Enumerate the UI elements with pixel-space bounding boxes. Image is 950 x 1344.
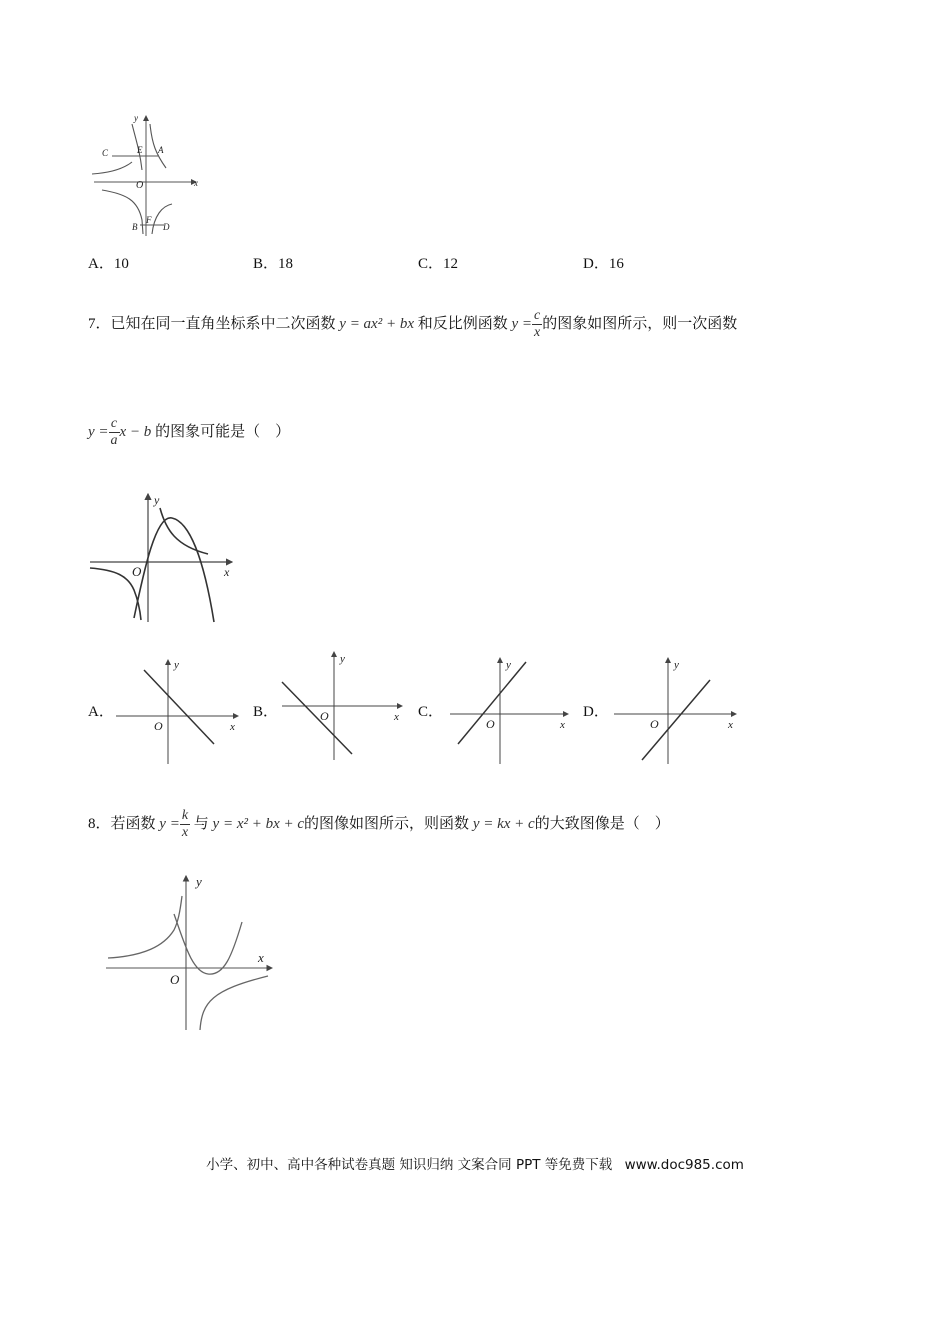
page-footer xyxy=(0,1153,950,1173)
q6-label-b: B xyxy=(132,222,138,232)
q7-text4: 的图象可能是（ ） xyxy=(155,424,291,440)
q6-label-y: y xyxy=(134,113,138,123)
q6-label-a: A xyxy=(158,145,164,155)
q7-inv-lhs: y = xyxy=(511,316,533,332)
q7-option-a-label-y: y xyxy=(174,659,179,671)
q8-inv-den: x xyxy=(181,825,189,841)
q7-option-b-label-x: x xyxy=(394,711,399,723)
q7-option-d-label-o: O xyxy=(650,717,659,731)
q6-label-e: E xyxy=(137,145,143,155)
footer-site-link[interactable]: www.doc985.com xyxy=(624,1157,744,1173)
q7-text3: 的图象如图所示，则一次函数 xyxy=(542,316,738,332)
q7-option-d-label-y: y xyxy=(674,659,679,671)
q8-stem xyxy=(88,802,670,846)
q7-option-c-label-x: x xyxy=(560,719,565,731)
q6-option-b-letter: B． xyxy=(253,256,279,272)
q7-inv-den: x xyxy=(534,325,541,341)
q7-label-o: O xyxy=(132,564,142,579)
q7-option-c-graph[interactable] xyxy=(446,654,574,766)
q7-option-b-label-o: O xyxy=(320,709,329,723)
q8-text4: 的大致图像是（ ） xyxy=(534,816,670,832)
q7-option-a-label-x: x xyxy=(230,721,235,733)
q8-figure xyxy=(104,872,276,1032)
q6-option-d-value: 16 xyxy=(608,256,624,272)
q8-text2: 与 xyxy=(193,816,209,832)
q7-option-c-label-o: O xyxy=(486,717,495,731)
q8-label-x: x xyxy=(258,950,264,965)
q7-lin-den: a xyxy=(110,433,118,449)
q6-option-b-value: 18 xyxy=(278,256,294,272)
q7-label-y: y xyxy=(154,493,160,507)
q7-option-c-label-y: y xyxy=(506,659,511,671)
q8-inv-lhs: y = xyxy=(159,816,180,832)
q7-option-a-letter[interactable]: A． xyxy=(88,704,114,720)
q7-lin-num: c xyxy=(109,416,120,433)
q7-text1: 已知在同一直角坐标系中二次函数 xyxy=(110,316,336,332)
q6-option-d-letter: D． xyxy=(583,256,609,272)
q8-quad-expr: y = x² + bx + c xyxy=(212,816,305,832)
q6-label-o: O xyxy=(136,180,144,191)
q7-option-d-letter[interactable]: D． xyxy=(583,704,609,720)
q7-lin-lhs: y = xyxy=(88,424,109,440)
q7-figure xyxy=(86,490,238,624)
q8-number: 8． xyxy=(88,816,111,832)
q7-option-b-graph[interactable] xyxy=(278,648,408,762)
q8-label-y: y xyxy=(196,874,202,889)
q6-option-d[interactable] xyxy=(583,254,624,274)
q7-stem-line2 xyxy=(88,410,290,454)
q6-label-f: F xyxy=(146,215,152,225)
q6-option-c-value: 12 xyxy=(443,256,459,272)
q7-stem-line1 xyxy=(88,302,737,346)
q6-option-c-letter: C． xyxy=(418,256,444,272)
q6-option-a-value: 10 xyxy=(113,256,129,272)
q7-option-b-letter[interactable]: B． xyxy=(253,704,279,720)
q7-lin-fraction xyxy=(109,416,120,449)
q6-label-d: D xyxy=(163,222,170,232)
q7-inv-num: c xyxy=(534,308,541,324)
footer-text: 小学、初中、高中各种试卷真题 知识归纳 文案合同 PPT 等免费下载 xyxy=(206,1157,613,1173)
q6-option-b[interactable] xyxy=(253,254,293,274)
q6-figure xyxy=(92,110,204,238)
q7-option-a-graph[interactable] xyxy=(114,654,242,766)
q7-lin-rest: x − b xyxy=(119,424,152,440)
q6-label-x: x xyxy=(194,178,198,188)
q6-label-c: C xyxy=(102,148,109,158)
q6-option-a-letter: A． xyxy=(88,256,114,272)
q8-text3: 的图像如图所示，则函数 xyxy=(304,816,470,832)
q6-option-a[interactable] xyxy=(88,254,129,274)
q7-label-x: x xyxy=(224,565,230,579)
q8-lin-expr: y = kx + c xyxy=(472,816,535,832)
q8-inv-num: k xyxy=(181,808,189,824)
q7-option-d-graph[interactable] xyxy=(612,654,740,766)
q8-label-o: O xyxy=(170,972,180,987)
q7-option-d-label-x: x xyxy=(728,719,733,731)
q7-number: 7． xyxy=(88,316,111,332)
q7-option-c-letter[interactable]: C． xyxy=(418,704,444,720)
q7-inv-fraction xyxy=(532,308,542,341)
q7-text2: 和反比例函数 xyxy=(417,316,508,332)
q7-quad-expr: y = ax² + bx xyxy=(339,316,414,332)
q7-option-a-label-o: O xyxy=(154,719,163,733)
q8-text1: 若函数 xyxy=(110,816,156,832)
q7-option-b-label-y: y xyxy=(340,653,345,665)
q6-option-c[interactable] xyxy=(418,254,458,274)
q8-inv-fraction xyxy=(180,808,190,841)
